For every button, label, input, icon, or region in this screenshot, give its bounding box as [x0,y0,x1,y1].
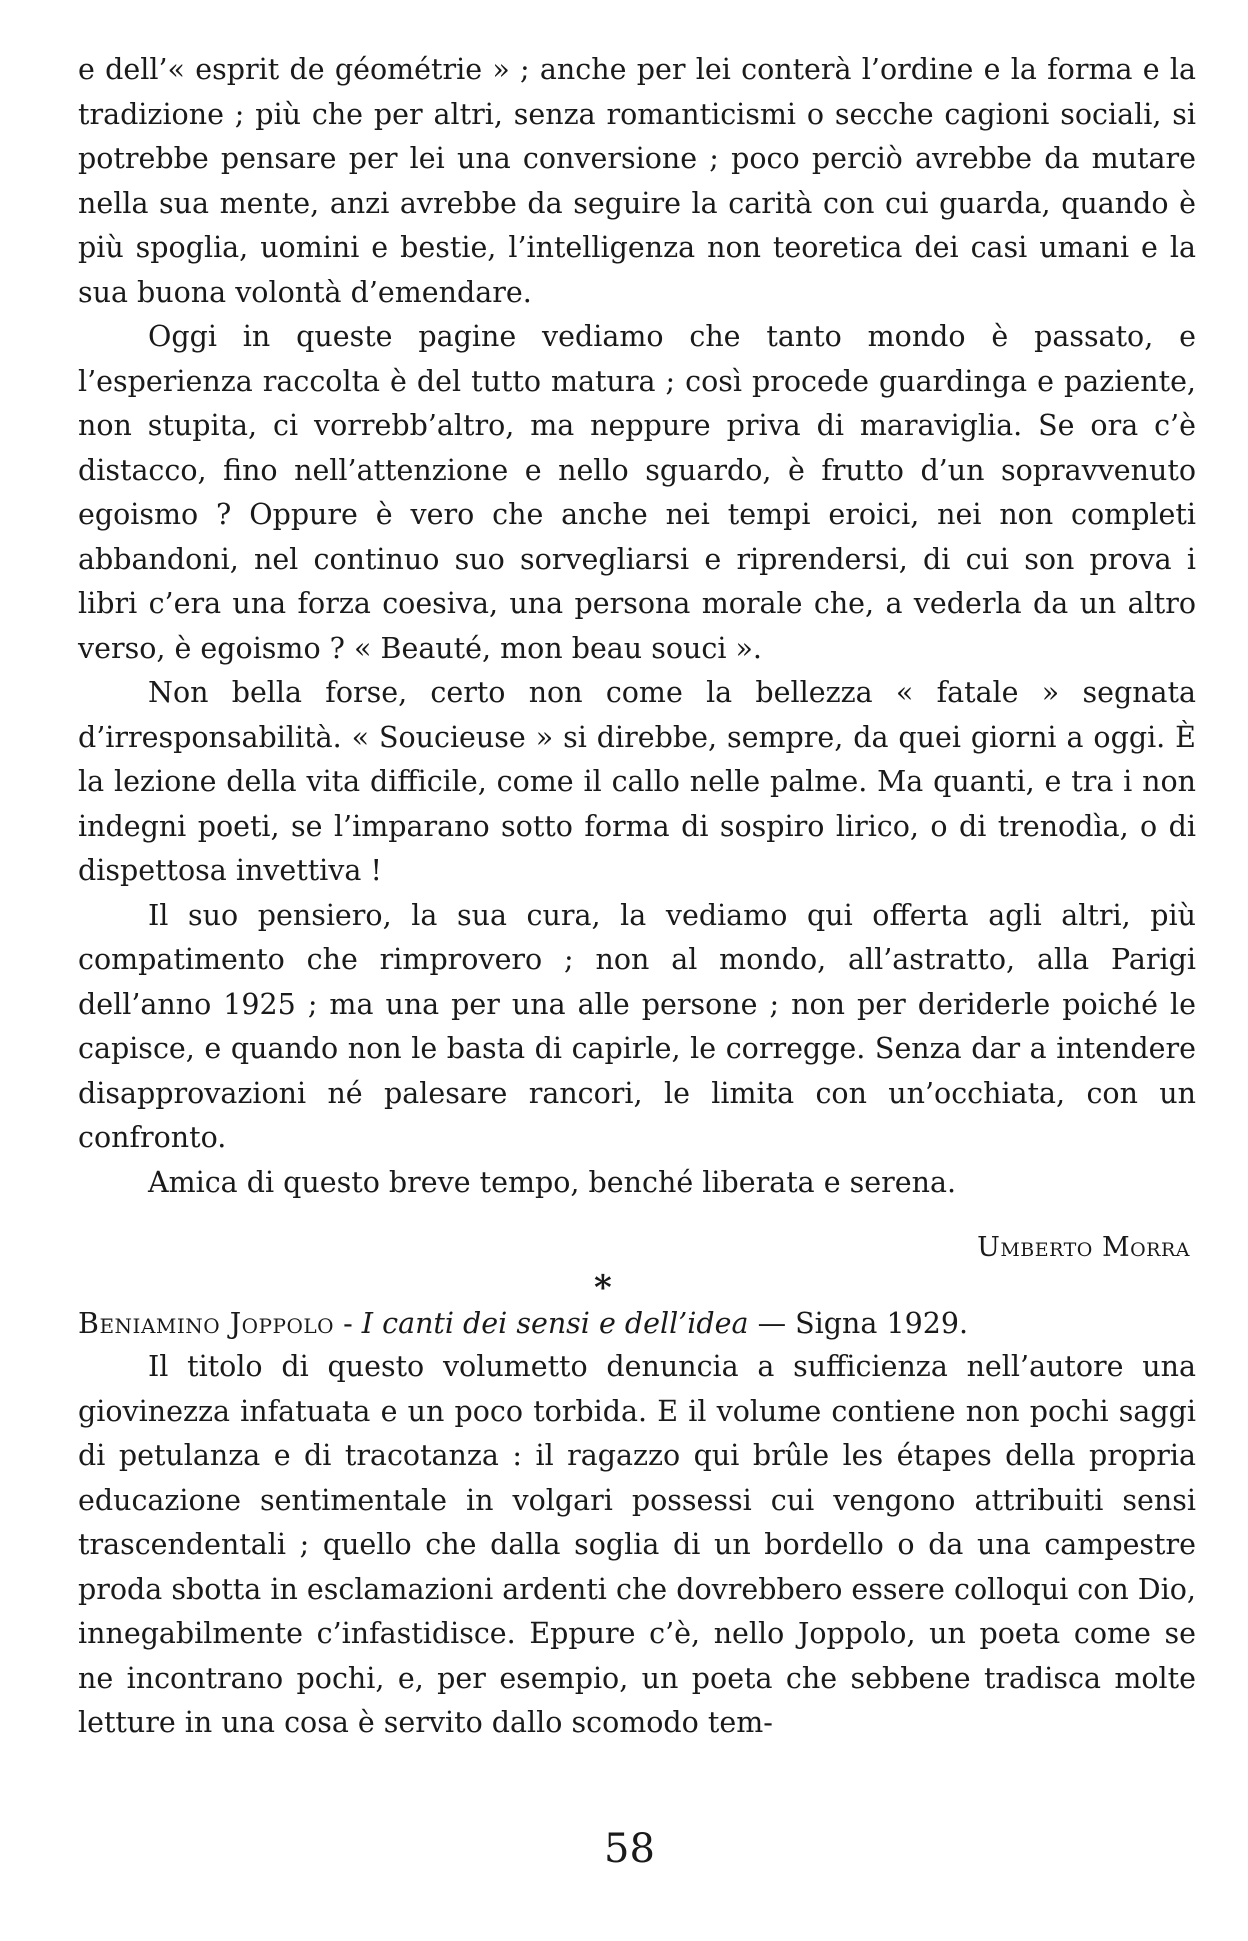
review-text-bottom [78,1345,1196,1746]
paragraph: e dell’« esprit de géométrie » ; anche per lei conterà l’ordine e la forma e la tradizione ; più che per altri, senza romanticismi o secche cagioni sociali, si potrebbe pensare per lei una conversione ; poco perciò avrebbe da mutare nella sua mente, anzi avrebbe da seguire la carità con cui guarda, quando è più spoglia, uomini e bestie, l’intelligenza non teoretica dei casi umani e la sua buona volontà d’emendare. [78,53,1196,309]
book-title: I canti dei sensi e dell’idea [361,1307,749,1340]
review-heading [78,1307,968,1340]
paragraph: Oggi in queste pagine vediamo che tanto mondo è passato, e l’esperienza raccolta è del tutto matura ; così procede guardinga e paziente, non stupita, ci vorrebb’altro, ma neppure priva di maraviglia. Se ora c’è distacco, fino nell’attenzione e nello sguardo, è frutto d’un sopravvenuto egoismo ? Oppure è vero che anche nei tempi eroici, nei non completi abbandoni, nel continuo suo sorvegliarsi e riprendersi, di cui son prova i libri c’era una forza coesiva, una persona morale che, a vederla da un altro verso, è egoismo ? « Beauté, mon beau souci ». [78,320,1196,665]
paragraph: Il suo pensiero, la sua cura, la vediamo qui offerta agli altri, più compatimento che rimprovero ; non al mondo, all’astratto, alla Parigi dell’anno 1925 ; ma una per una alle persone ; non per deriderle poiché le capisce, e quando non le basta di capirle, le corregge. Senza dar a intendere disapprovazioni né palesare rancori, le limita con un’occhiata, con un confronto. [78,898,1196,1154]
section-separator-asterisk: * [594,1268,612,1308]
book-author: Beniamino Joppolo [78,1307,335,1340]
paragraph: Il titolo di questo volumetto denuncia a sufficienza nell’autore una giovinezza infatuata e un poco torbida. E il volume contiene non pochi saggi di petulanza e di tracotanza : il ragazzo qui brûle les étapes della propria educazione sentimentale in volgari possessi cui vengono attribuiti sensi trascendentali ; quello che dalla soglia di un bordello o da una campestre proda sbotta in esclamazioni ardenti che dovrebbero essere colloqui con Dio, innegabilmente c’infastidisce. Eppure c’è, nello Joppolo, un poeta come se ne incontrano pochi, e, per esempio, un poeta che sebbene tradisca molte letture in una cosa è servito dallo scomodo tem- [78,1350,1196,1739]
publisher-year: Signa 1929. [795,1307,969,1340]
heading-dash: - [334,1307,362,1340]
page-number: 58 [604,1826,655,1872]
paragraph: Amica di questo breve tempo, benché liberata e serena. [148,1165,957,1199]
paragraph: Non bella forse, certo non come la bellezza « fatale » segnata d’irresponsabilità. « Soucieuse » si direbbe, sempre, da quei giorni a oggi. È la lezione della vita difficile, come il callo nelle palme. Ma quanti, e tra i non indegni poeti, se l’imparano sotto forma di sospiro lirico, o di trenodìa, o di dispettosa invettiva ! [78,676,1196,887]
heading-dash: — [748,1307,796,1340]
reviewer-signature: Umberto Morra [977,1232,1190,1263]
review-text-top [78,48,1196,1205]
